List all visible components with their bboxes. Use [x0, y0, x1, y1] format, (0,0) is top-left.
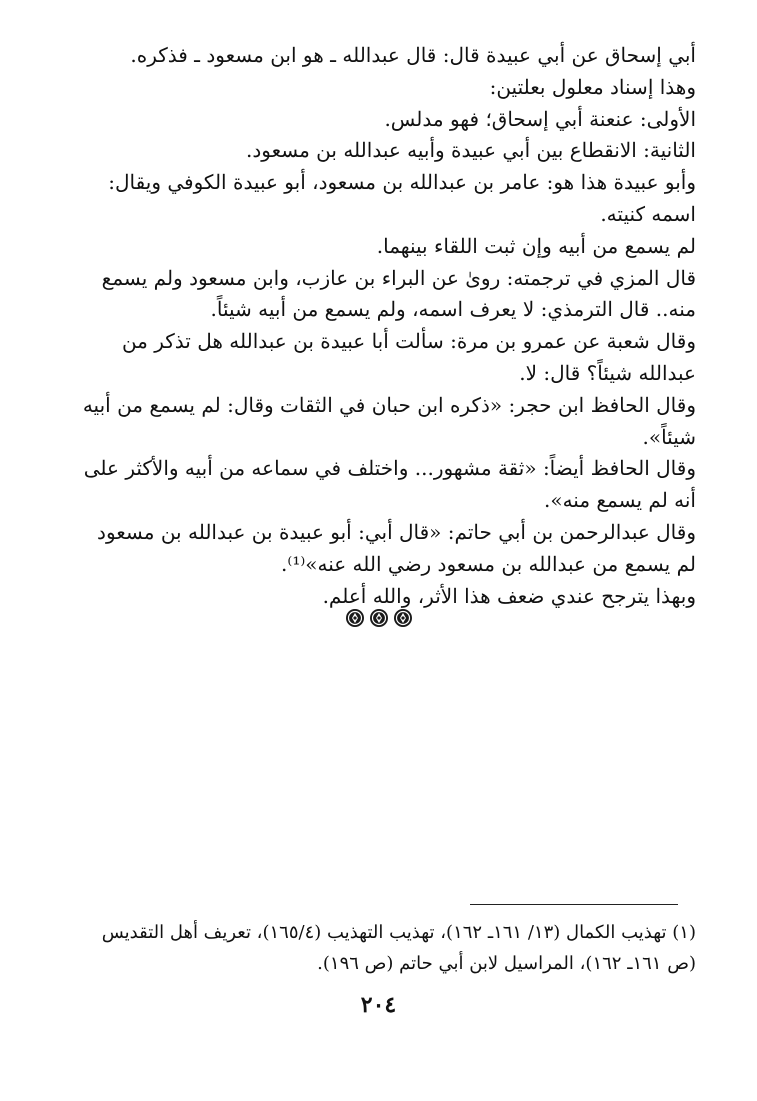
paragraph: وقال الحافظ ابن حجر: «ذكره ابن حبان في الثقات وقال: لم يسمع من أبيه شيئاً». [82, 392, 696, 449]
paragraph: وقال الحافظ أيضاً: «ثقة مشهور... واختلف في سماعه من أبيه والأكثر على أنه لم يسمع منه». [83, 456, 696, 513]
footnotes [76, 917, 696, 979]
paragraph: وقال عبدالرحمن بن أبي حاتم: «قال أبي: أبو عبيدة بن عبدالله بن مسعود لم يسمع من عبدالله بن مسعود رضي الله عنه»⁽¹⁾. [97, 519, 696, 576]
main-text [76, 40, 696, 612]
paragraph: وأبو عبيدة هذا هو: عامر بن عبدالله بن مسعود، أبو عبيدة الكوفي ويقال: اسمه كنيته. [108, 170, 696, 226]
floral-ornament-icon [345, 608, 365, 628]
footnote-divider [470, 904, 678, 905]
paragraph: وهذا إسناد معلول بعلتين: [489, 74, 696, 99]
paragraph: الثانية: الانقطاع بين أبي عبيدة وأبيه عبدالله بن مسعود. [246, 138, 696, 163]
paragraph: وبهذا يترجح عندي ضعف هذا الأثر، والله أعلم. [322, 583, 696, 608]
paragraph: الأولى: عنعنة أبي إسحاق؛ فهو مدلس. [384, 106, 696, 131]
paragraph: أبي إسحاق عن أبي عبيدة قال: قال عبدالله ـ هو ابن مسعود ـ فذكره. [130, 43, 696, 67]
paragraph: لم يسمع من أبيه وإن ثبت اللقاء بينهما. [376, 233, 696, 258]
paragraph: قال المزي في ترجمته: روىٰ عن البراء بن عازب، وابن مسعود ولم يسمع منه.. قال الترمذي: لا يعرف اسمه، ولم يسمع من أبيه شيئاً. [101, 265, 696, 322]
paragraph: وقال شعبة عن عمرو بن مرة: سألت أبا عبيدة بن عبدالله هل تذكر من عبدالله شيئاً؟ قال: لا. [121, 329, 696, 385]
footnote: (١) تهذيب الكمال (١٣/ ١٦١ـ ١٦٢)، تهذيب التهذيب (١٦٥/٤)، تعريف أهل التقديس (ص ١٦١ـ ١٦٢)، المراسيل لابن أبي حاتم (ص ١٩٦). [101, 922, 696, 974]
floral-ornament-icon [393, 608, 413, 628]
section-divider [0, 608, 757, 628]
page-number: ٢٠٤ [360, 992, 397, 1018]
floral-ornament-icon [369, 608, 389, 628]
